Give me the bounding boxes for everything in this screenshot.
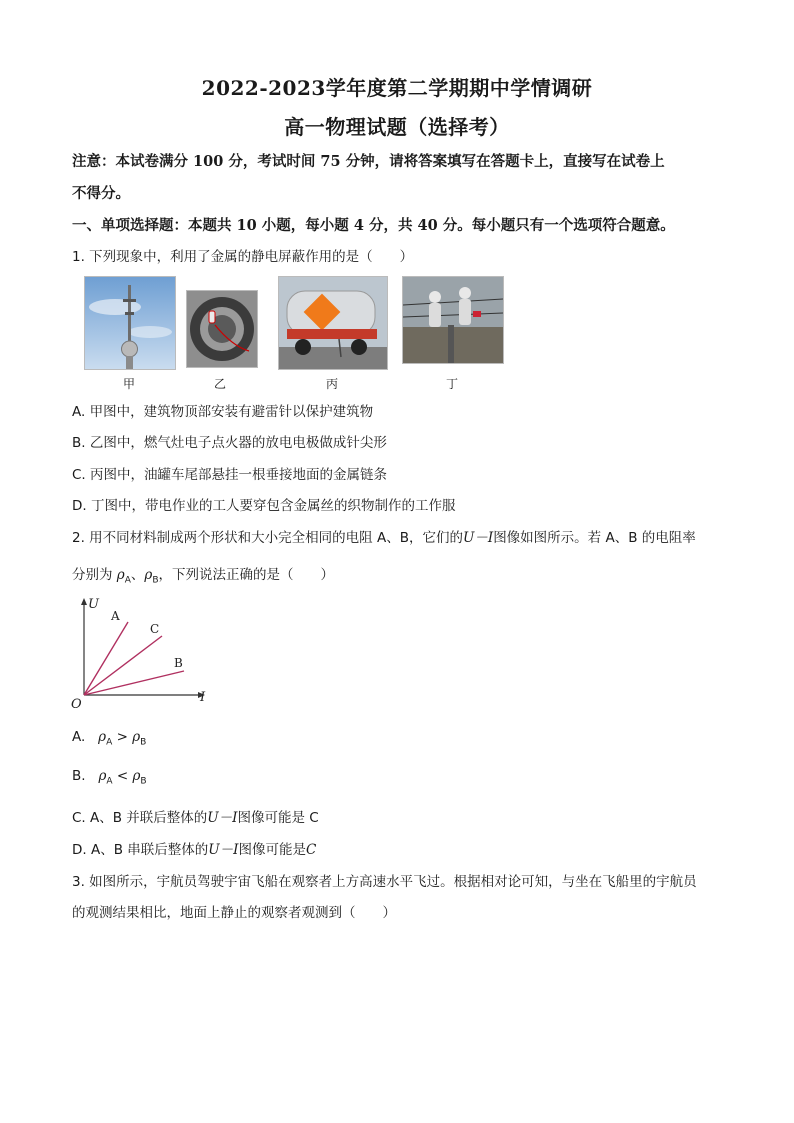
photo-live-line-workers (402, 276, 504, 364)
notice-line-2: 不得分。 (72, 185, 130, 202)
q2-option-b-sub-a: A (106, 776, 113, 787)
q2-option-b-rho-a: ρ (98, 768, 107, 784)
q2-option-c-ui: U－I (207, 810, 238, 826)
q2-option-c-part-b: 图像可能是 C (237, 810, 319, 826)
q2-stem-line-2 (72, 563, 334, 586)
y-axis-label: U (88, 597, 99, 612)
photo-lightning-rod (84, 276, 176, 370)
q2-option-a-rho-a: ρ (98, 729, 107, 745)
caption-bing: 丙 (325, 377, 338, 391)
q2-option-b-label: B. (72, 768, 86, 784)
q2-stem2-part-b: ，下列说法正确的是（ ） (158, 567, 335, 583)
q2-option-d-ui: U－I (208, 842, 239, 858)
rho-a: ρ (116, 567, 125, 583)
q2-option-b-relation: < (116, 768, 129, 784)
origin-label: O (71, 697, 82, 712)
q1-option-d: D. 丁图中，带电作业的工人要穿包含金属丝的织物制作的工作服 (72, 498, 456, 514)
q2-option-d (72, 838, 316, 858)
line-a (84, 622, 128, 695)
q1-option-c: C. 丙图中，油罐车尾部悬挂一根垂接地面的金属链条 (72, 467, 388, 483)
q1-option-b: B. 乙图中，燃气灶电子点火器的放电电极做成针尖形 (72, 435, 387, 451)
q3-stem-line-1: 3. 如图所示，宇航员驾驶宇宙飞船在观察者上方高速水平飞过。根据相对论可知，与坐在飞船里的宇航员 (72, 874, 697, 890)
section-heading: 一、单项选择题：本题共 10 小题，每小题 4 分，共 40 分。每小题只有一个选项符合题意。 (72, 217, 675, 234)
caption-jia: 甲 (122, 377, 135, 391)
q2-separator: 、 (130, 567, 145, 583)
q1-option-a: A. 甲图中，建筑物顶部安装有避雷针以保护建筑物 (72, 404, 374, 420)
q2-option-c (72, 806, 319, 826)
q2-option-b-rho-b: ρ (132, 768, 141, 784)
q2-option-a (72, 729, 146, 748)
caption-yi: 乙 (213, 377, 226, 391)
q2-option-a-relation: > (116, 729, 128, 745)
exam-title: 2022-2023学年度第二学期期中学情调研 (201, 76, 593, 100)
rho-b-subscript: B (152, 575, 159, 586)
ui-graph (68, 592, 218, 712)
q2-option-b-sub-b: B (140, 776, 147, 787)
caption-ding: 丁 (445, 377, 458, 391)
x-axis-label: I (200, 690, 206, 705)
rho-b: ρ (144, 567, 153, 583)
q2-option-c-part-a: C. A、B 并联后整体的 (72, 810, 208, 826)
q3-stem-line-2: 的观测结果相比，地面上静止的观察者观测到（ ） (72, 905, 396, 921)
label-line-b: B (174, 656, 183, 670)
y-axis-arrow (81, 598, 87, 605)
q2-stem-part-a: 2. 用不同材料制成两个形状和大小完全相同的电阻 A、B，它们的 (72, 530, 463, 546)
q2-stem-part-b: 图像如图所示。若 A、B 的电阻率 (493, 530, 696, 546)
q2-option-a-label: A. (72, 729, 86, 745)
exam-subtitle: 高一物理试题（选择考） (284, 115, 510, 139)
q2-option-a-sub-b: B (140, 737, 147, 748)
q2-ui-symbol: U－I (462, 530, 494, 546)
q2-option-d-part-a: D. A、B 串联后整体的 (72, 842, 209, 858)
rho-a-subscript: A (124, 575, 131, 586)
label-line-c: C (150, 622, 160, 636)
q2-option-a-sub-a: A (106, 737, 113, 748)
q2-stem-line-1 (72, 526, 696, 546)
label-line-a: A (111, 609, 120, 623)
q2-stem2-part-a: 分别为 (72, 567, 113, 583)
photo-igniter (186, 290, 258, 368)
q2-option-b (72, 768, 147, 787)
q1-stem: 1. 下列现象中，利用了金属的静电屏蔽作用的是（ ） (72, 249, 414, 265)
q2-option-d-c: C (305, 842, 317, 858)
notice-line-1: 注意：本试卷满分 100 分，考试时间 75 分钟，请将答案填写在答题卡上，直接写在试卷上 (72, 153, 665, 170)
q2-option-d-part-b: 图像可能是 (238, 842, 306, 858)
photo-tanker-truck (278, 276, 388, 370)
q2-option-a-rho-b: ρ (132, 729, 141, 745)
